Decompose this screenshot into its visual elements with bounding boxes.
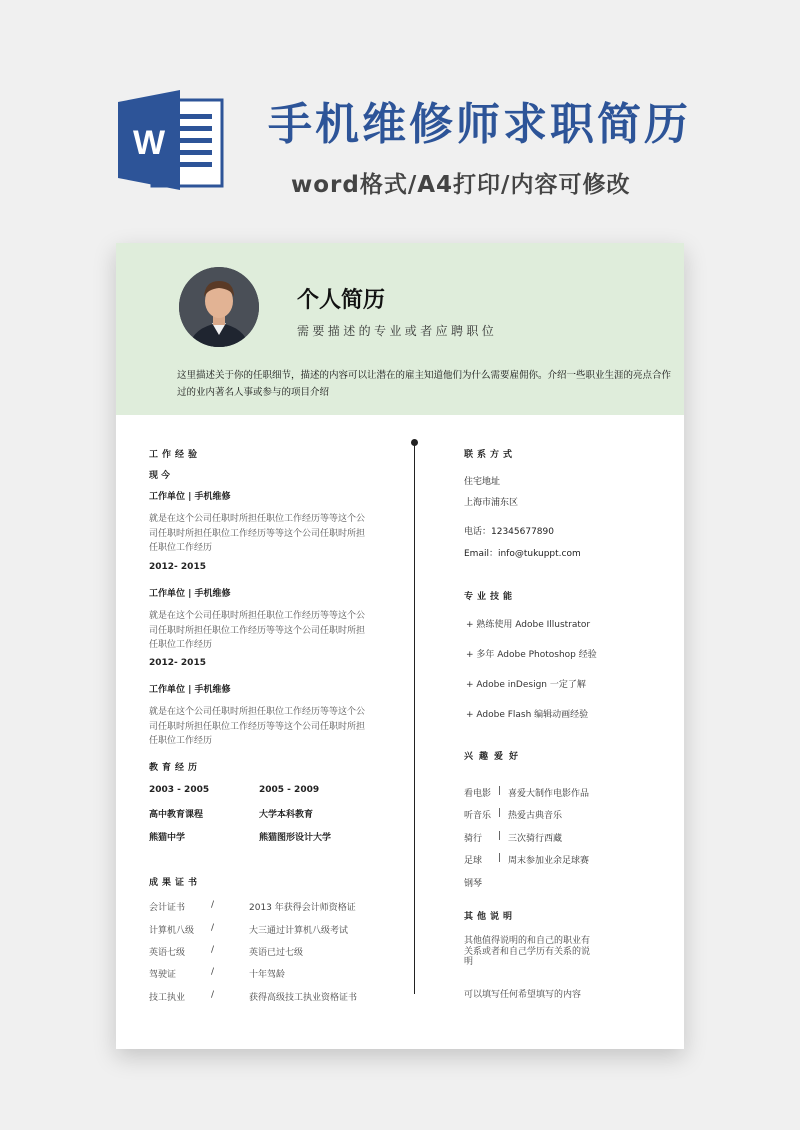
hobby-name: 足球	[464, 856, 483, 866]
skill-item: + Adobe inDesign 一定了解	[466, 680, 586, 690]
work-unit-3: 工作单位 | 手机维修	[149, 685, 231, 695]
cert-detail: 十年驾龄	[249, 970, 286, 980]
cert-detail: 大三通过计算机八级考试	[249, 926, 349, 936]
hobby-sep: |	[498, 786, 502, 796]
resume-subtitle: 需要描述的专业或者应聘职位	[297, 324, 498, 338]
cert-sep: /	[211, 945, 215, 955]
edu-level-1: 高中教育课程	[149, 810, 204, 820]
skill-item: + Adobe Flash 编辑动画经验	[466, 710, 589, 720]
hobby-detail: 周末参加业余足球赛	[508, 856, 590, 866]
resume-page	[116, 243, 684, 1049]
skill-item: + 多年 Adobe Photoshop 经验	[466, 650, 597, 660]
column-divider	[414, 442, 415, 994]
cert-name: 驾驶证	[149, 970, 177, 980]
hobby-name: 听音乐	[464, 811, 492, 821]
cert-sep: /	[211, 923, 215, 933]
work-date-3: 2012- 2015	[149, 658, 206, 668]
cert-name: 英语七级	[149, 948, 186, 958]
phone-value: 电话：12345677890	[464, 527, 554, 537]
person-photo-icon	[179, 267, 259, 347]
resume-title: 个人简历	[297, 288, 386, 313]
other-text: 其他值得说明的和自己的职业有关系或者和自己学历有关系的说明	[464, 936, 591, 967]
cert-detail: 获得高级技工执业资格证书	[249, 993, 358, 1003]
cert-sep: /	[211, 990, 215, 1000]
email-value: Email：info@tukuppt.com	[464, 549, 581, 559]
work-date-2: 2012- 2015	[149, 562, 206, 572]
cert-sep: /	[211, 967, 215, 977]
edu-school-2: 熊猫图形设计大学	[259, 833, 332, 843]
word-logo-letter: W	[132, 124, 166, 162]
work-desc-1: 就是在这个公司任职时所担任职位工作经历等等这个公司任职时所担任职位工作经历等等这个公司任职时所担任职位工作经历	[149, 514, 366, 553]
skills-section-title: 专业技能	[464, 592, 517, 602]
other-section-title: 其他说明	[464, 912, 517, 922]
hobby-detail: 喜爱大制作电影作品	[508, 789, 590, 799]
cert-name: 计算机八级	[149, 926, 195, 936]
hobby-name: 看电影	[464, 789, 492, 799]
hobby-sep: |	[498, 853, 502, 863]
work-desc-2: 就是在这个公司任职时所担任职位工作经历等等这个公司任职时所担任职位工作经历等等这个公司任职时所担任职位工作经历	[149, 611, 366, 650]
work-unit-2: 工作单位 | 手机维修	[149, 589, 231, 599]
hobby-sep: |	[498, 808, 502, 818]
resume-intro: 这里描述关于你的任职细节，描述的内容可以让潜在的雇主知道他们为什么需要雇佣你。介绍一些职业生涯的亮点合作过的业内著名人事或参与的项目介绍	[177, 370, 672, 398]
other-text-2: 可以填写任何希望填写的内容	[464, 990, 582, 1000]
edu-date-1: 2003 - 2005	[149, 785, 210, 795]
cert-name: 会计证书	[149, 903, 186, 913]
word-logo-icon	[118, 90, 226, 190]
hobbies-section-title: 兴趣爱好	[464, 752, 525, 762]
edu-level-2: 大学本科教育	[259, 810, 314, 820]
edu-school-1: 熊猫中学	[149, 833, 186, 843]
avatar	[179, 267, 259, 347]
certs-section-title: 成果证书	[149, 878, 202, 888]
hobby-detail: 热爱古典音乐	[508, 811, 563, 821]
hobby-name: 钢琴	[464, 879, 483, 889]
hobby-sep: |	[498, 831, 502, 841]
work-desc-3: 就是在这个公司任职时所担任职位工作经历等等这个公司任职时所担任职位工作经历等等这个公司任职时所担任职位工作经历	[149, 707, 366, 746]
hobby-name: 骑行	[464, 834, 483, 844]
banner-subtitle: word格式/A4打印/内容可修改	[291, 172, 631, 198]
work-date-1: 现今	[149, 471, 174, 481]
cert-detail: 2013 年获得会计师资格证	[249, 903, 356, 913]
address-value: 上海市浦东区	[464, 498, 519, 508]
cert-sep: /	[211, 900, 215, 910]
address-label: 住宅地址	[464, 477, 501, 487]
skill-item: + 熟练使用 Adobe Illustrator	[466, 620, 591, 630]
hobby-detail: 三次骑行西藏	[508, 834, 563, 844]
cert-detail: 英语已过七级	[249, 948, 304, 958]
contact-section-title: 联系方式	[464, 450, 517, 460]
work-section-title: 工作经验	[149, 450, 202, 460]
education-section-title: 教育经历	[149, 763, 202, 773]
banner-title: 手机维修师求职简历	[268, 99, 691, 150]
cert-name: 技工执业	[149, 993, 186, 1003]
work-unit-1: 工作单位 | 手机维修	[149, 492, 231, 502]
edu-date-2: 2005 - 2009	[259, 785, 320, 795]
